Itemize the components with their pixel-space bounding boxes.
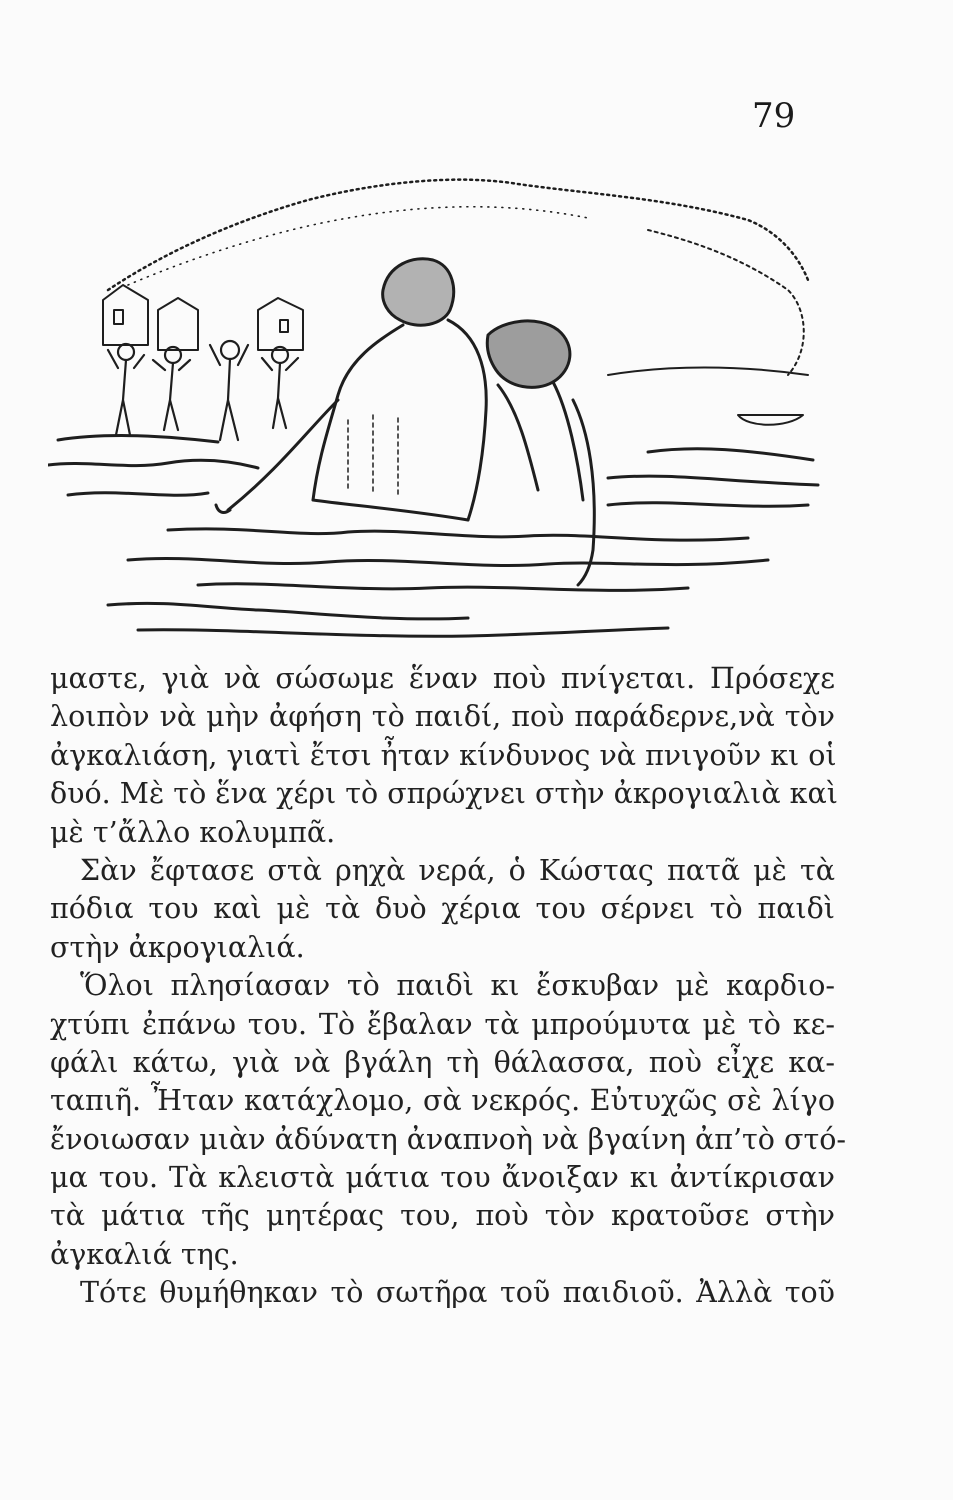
text-line: ἔνοιωσαν μιὰν ἀδύνατη ἀναπνοὴ νὰ βγαίνη ἀπ’τὸ στό- [50,1122,847,1156]
text-line: λοιπὸν νὰ μὴν ἀφήση τὸ παιδί, ποὺ παράδερνε,νὰ τὸν [50,700,835,734]
hillside [108,180,808,290]
text-line: πόδια του καὶ μὲ τὰ δυὸ χέρια του σέρνει τὸ παιδὶ [50,892,835,926]
body-text [50,660,847,1313]
text-line: φάλι κάτω, γιὰ νὰ βγάλη τὴ θάλασσα, ποὺ εἶχε κα- [50,1045,835,1079]
rowboat [738,415,803,425]
text-line: στὴν ἀκρογιαλιά. [50,930,305,964]
text-line: ἀγκαλιά της. [50,1237,239,1271]
swimmer [216,259,486,520]
text-line: τὰ μάτια τῆς μητέρας του, ποὺ τὸν κρατοῦσε στὴν [50,1199,835,1233]
child [487,321,594,585]
text-line: ταπιῆ. Ἦταν κατάχλομο, σὰ νεκρός. Εὐτυχῶς σὲ λίγο [50,1084,835,1118]
text-line: μα του. Τὰ κλειστὰ μάτια του ἄνοιξαν κι ἀντίκρισαν [50,1161,835,1195]
text-line: Σὰν ἔφτασε στὰ ρηχὰ νερά, ὁ Κώστας πατᾶ μὲ τὰ [80,853,835,887]
text-line: ἀγκαλιάση, γιατὶ ἔτσι ἦταν κίνδυνος νὰ πνιγοῦν κι οἱ [50,738,837,772]
horizon [608,368,808,376]
text-line: δυό. Μὲ τὸ ἕνα χέρι τὸ σπρώχνει στὴν ἀκρογιαλιὰ καὶ [50,777,838,811]
text-line: Ὅλοι πλησίασαν τὸ παιδὶ κι ἔσκυβαν μὲ καρδιο- [80,969,835,1003]
onlookers [108,341,298,440]
text-line: Τότε θυμήθηκαν τὸ σωτῆρα τοῦ παιδιοῦ. Ἀλλὰ τοῦ [80,1276,835,1310]
text-line: χτύπι ἐπάνω του. Τὸ ἔβαλαν τὰ μπρούμυτα μὲ τὸ κε- [50,1007,835,1041]
water-waves [48,436,818,637]
village-houses [103,285,303,350]
text-line: μαστε, γιὰ νὰ σώσωμε ἕναν ποὺ πνίγεται. Πρόσεχε [50,662,835,695]
text-line: μὲ τ’ἄλλο κολυμπᾶ. [50,815,336,849]
page-number: 79 [752,96,796,136]
rescue-illustration [48,160,838,660]
